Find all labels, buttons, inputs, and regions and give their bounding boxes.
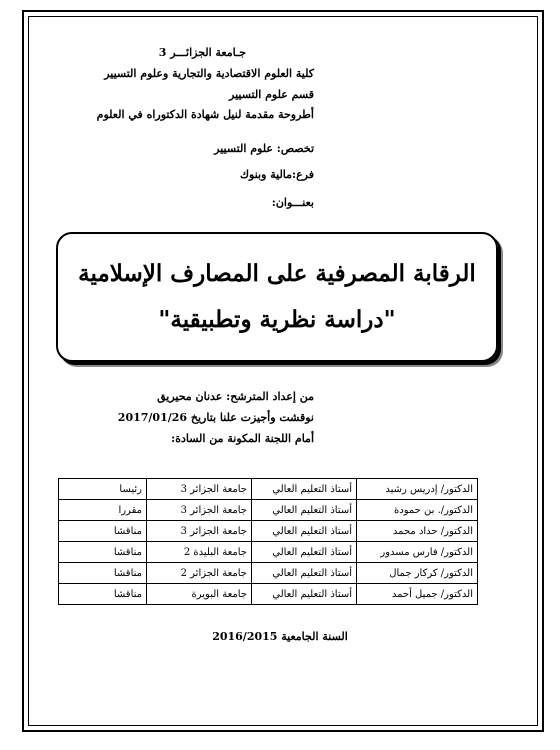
member-name: الدكتور/. بن حمودة	[357, 500, 478, 521]
member-role: مناقشا	[59, 584, 147, 605]
table-row	[59, 500, 478, 521]
defense-date: نوقشت وأجيزت علنا بتاريخ 2017/01/26	[117, 411, 314, 424]
page-border-inner	[28, 16, 538, 726]
member-role: مناقشا	[59, 521, 147, 542]
member-name: الدكتور/ إدريس رشيد	[357, 479, 478, 500]
table-row	[59, 521, 478, 542]
member-name: الدكتور/ جميل أحمد	[357, 584, 478, 605]
member-rank: أستاذ التعليم العالي	[252, 500, 357, 521]
member-university: جامعة الجزائر 3	[147, 521, 252, 542]
member-rank: أستاذ التعليم العالي	[252, 521, 357, 542]
member-rank: أستاذ التعليم العالي	[252, 563, 357, 584]
thesis-title-box	[56, 232, 498, 362]
member-role: رئيسا	[59, 479, 147, 500]
table-row	[59, 563, 478, 584]
member-name: الدكتور/ فارس مسدور	[357, 542, 478, 563]
university-name: جـامعة الجزائـــر 3	[158, 46, 246, 59]
thesis-title-line-2: "دراسة نظرية وتطبيقية"	[158, 306, 396, 333]
thesis-type: أطروحة مقدمة لنيل شهادة الدكتوراه في العلوم	[96, 108, 314, 121]
member-role: مقررا	[59, 500, 147, 521]
faculty-name: كلية العلوم الاقتصادية والتجارية وعلوم التسيير	[104, 67, 314, 80]
candidate-name: من إعداد المترشح: عدنان محيريق	[157, 390, 314, 403]
thesis-title-line-1: الرقابة المصرفية على المصارف الإسلامية	[78, 260, 476, 287]
committee-table	[58, 478, 478, 605]
member-rank: أستاذ التعليم العالي	[252, 542, 357, 563]
member-university: جامعة البويرة	[147, 584, 252, 605]
table-row	[59, 584, 478, 605]
member-rank: أستاذ التعليم العالي	[252, 584, 357, 605]
title-label: بعنـــوان:	[271, 196, 314, 209]
committee-intro: أمام اللجنة المكونة من السادة:	[171, 432, 314, 445]
member-rank: أستاذ التعليم العالي	[252, 479, 357, 500]
member-university: جامعة البليدة 2	[147, 542, 252, 563]
academic-year: السنة الجامعية 2016/2015	[212, 630, 348, 643]
member-university: جامعة الجزائر 3	[147, 479, 252, 500]
department-name: قسم علوم التسيير	[229, 88, 314, 101]
specialty: تخصص: علوم التسيير	[214, 142, 314, 155]
member-university: جامعة الجزائر 2	[147, 563, 252, 584]
member-university: جامعة الجزائر 3	[147, 500, 252, 521]
table-row	[59, 542, 478, 563]
branch: فرع:مالية وبنوك	[239, 168, 314, 181]
member-name: الدكتور/ كركار جمال	[357, 563, 478, 584]
table-row	[59, 479, 478, 500]
member-role: مناقشا	[59, 563, 147, 584]
member-role: مناقشا	[59, 542, 147, 563]
member-name: الدكتور/ حداد محمد	[357, 521, 478, 542]
